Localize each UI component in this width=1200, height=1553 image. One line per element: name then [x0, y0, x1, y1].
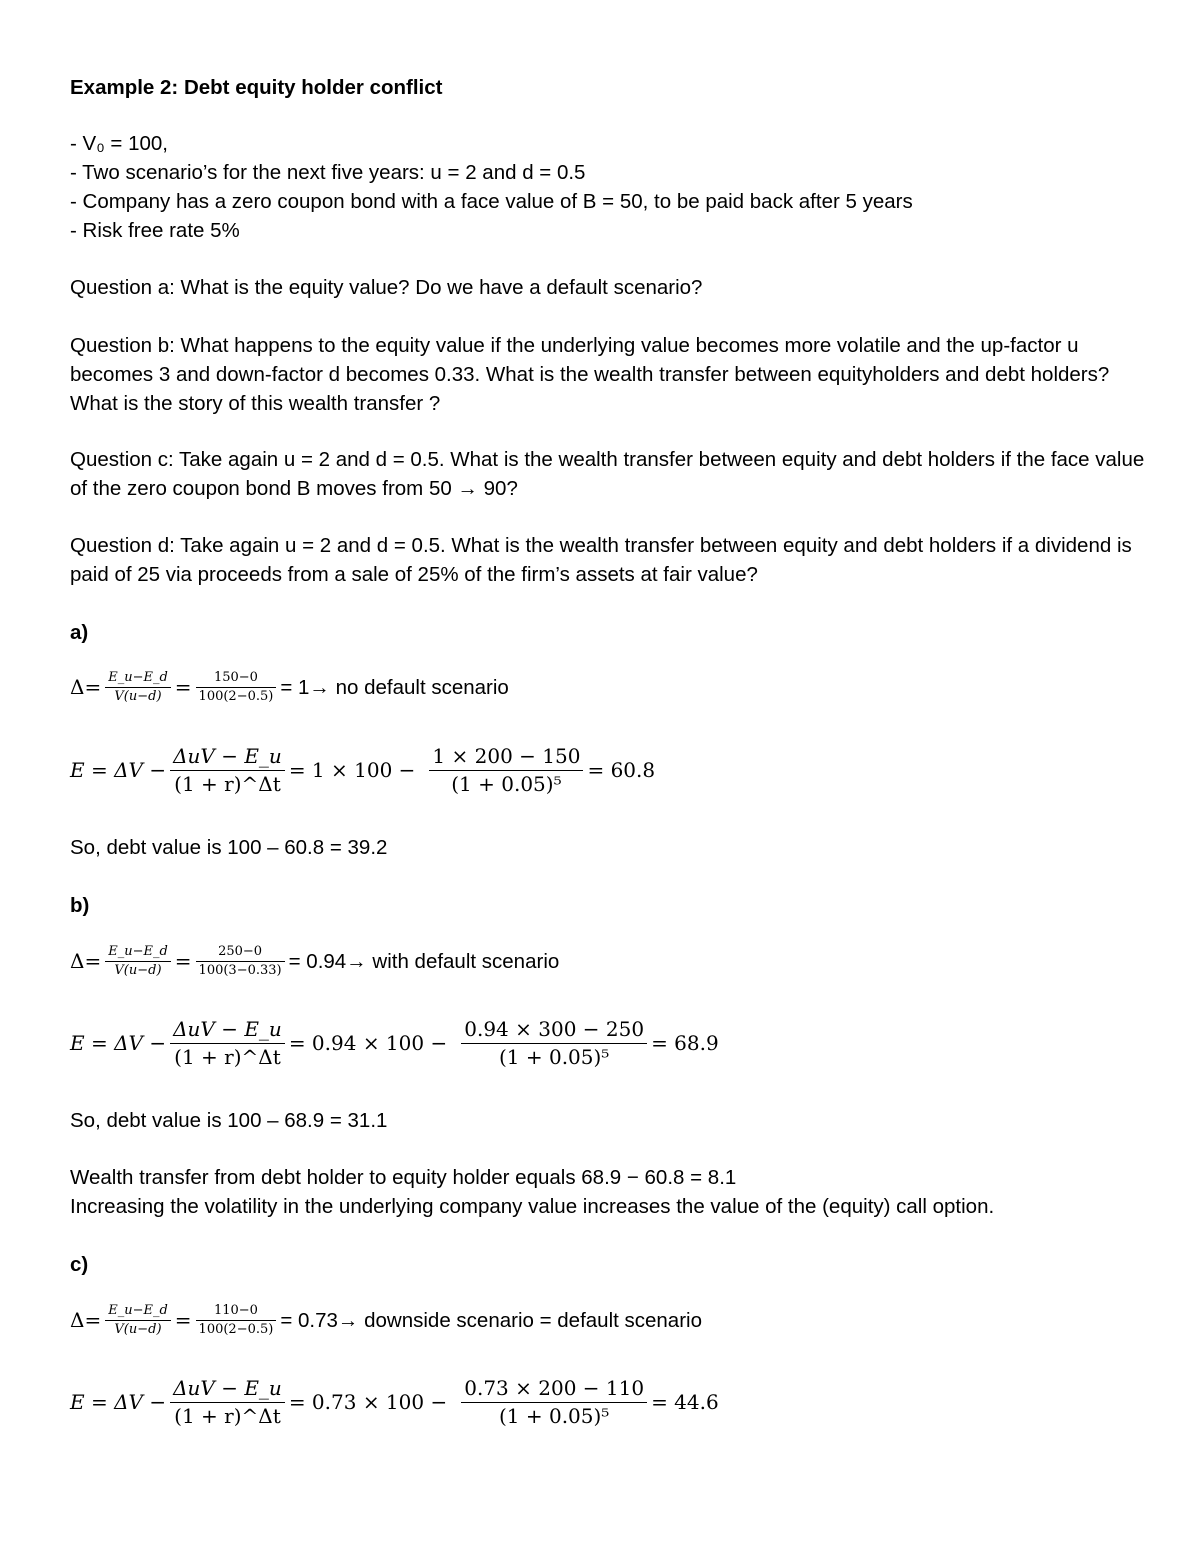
debt-value-a: So, debt value is 100 – 60.8 = 39.2 [70, 836, 388, 859]
fraction-numerator: ΔuV − E_u [173, 1376, 282, 1400]
fraction-denominator: (1 + r)^Δt [174, 1404, 281, 1428]
fraction-numerator: E_u−E_d [108, 1303, 168, 1318]
fraction-numerator: ΔuV − E_u [173, 744, 282, 768]
equity-generic-fraction [170, 1376, 285, 1429]
equals-sign: = [174, 948, 192, 973]
question-a: Question a: What is the equity value? Do we have a default scenario? [70, 276, 703, 299]
fraction-numerator: E_u−E_d [108, 944, 168, 959]
delta-formula-b [70, 944, 559, 978]
debt-value-b: So, debt value is 100 – 68.9 = 31.1 [70, 1109, 388, 1132]
document-title: Example 2: Debt equity holder conflict [70, 76, 443, 99]
delta-formula-a [70, 670, 509, 704]
fraction-numerator: 0.73 × 200 − 110 [464, 1376, 645, 1400]
fraction-numerator: ΔuV − E_u [173, 1017, 282, 1041]
fraction-denominator: (1 + r)^Δt [174, 772, 281, 796]
equity-values-fraction [429, 744, 583, 797]
delta-symbol: Δ= [70, 1307, 102, 1332]
equity-formula-a [70, 744, 655, 797]
fraction-denominator: 100(2−0.5) [198, 1321, 274, 1337]
equals-sign: = [174, 674, 192, 699]
question-c: Question c: Take again u = 2 and d = 0.5. What is the wealth transfer between equity and debt holders if the face value of the zero coupon bond B moves from 50 → 90? [70, 448, 1145, 500]
delta-generic-fraction [105, 1303, 171, 1337]
fraction-denominator: (1 + r)^Δt [174, 1045, 281, 1069]
fraction-numerator: E_u−E_d [108, 670, 168, 685]
equity-generic-fraction [170, 1017, 285, 1070]
equity-formula-c [70, 1376, 719, 1429]
fraction-denominator: V(u−d) [114, 1321, 162, 1337]
given-bond: - Company has a zero coupon bond with a face value of B = 50, to be paid back after 5 years [70, 190, 913, 213]
equity-formula-b [70, 1017, 719, 1070]
equity-lhs: E = ΔV − [70, 1031, 167, 1055]
fraction-numerator: 0.94 × 300 − 250 [464, 1017, 645, 1041]
equity-values-fraction [461, 1017, 647, 1070]
equity-result: = 68.9 [651, 1031, 719, 1055]
equity-middle: = 1 × 100 − [288, 758, 416, 782]
fraction-denominator: V(u−d) [114, 962, 162, 978]
delta-symbol: Δ= [70, 948, 102, 973]
given-risk-free-rate: - Risk free rate 5% [70, 219, 240, 242]
equity-lhs: E = ΔV − [70, 1390, 167, 1414]
equity-generic-fraction [170, 744, 285, 797]
delta-result: = 1→ no default scenario [280, 675, 509, 699]
delta-result: = 0.94→ with default scenario [288, 949, 560, 973]
delta-generic-fraction [105, 670, 171, 704]
fraction-denominator: 100(2−0.5) [198, 688, 274, 704]
fraction-denominator: (1 + 0.05)⁵ [498, 1404, 610, 1428]
equity-middle: = 0.94 × 100 − [288, 1031, 448, 1055]
fraction-denominator: (1 + 0.05)⁵ [498, 1045, 610, 1069]
equity-result: = 44.6 [651, 1390, 719, 1414]
section-label-b: b) [70, 894, 90, 917]
delta-values-fraction [196, 944, 285, 978]
fraction-numerator: 110−0 [213, 1303, 258, 1318]
delta-values-fraction [196, 1303, 277, 1337]
equals-sign: = [174, 1307, 192, 1332]
equity-values-fraction [461, 1376, 647, 1429]
equity-lhs: E = ΔV − [70, 758, 167, 782]
delta-generic-fraction [105, 944, 171, 978]
fraction-denominator: 100(3−0.33) [198, 962, 282, 978]
delta-values-fraction [196, 670, 277, 704]
delta-result: = 0.73→ downside scenario = default scenario [280, 1308, 702, 1332]
fraction-numerator: 150−0 [213, 670, 258, 685]
fraction-denominator: V(u−d) [114, 688, 162, 704]
question-b: Question b: What happens to the equity value if the underlying value becomes more volatile and the up-factor u becomes 3 and down-factor d becomes 0.33. What is the wealth transfer between equityholders and debt holders? What is the story of this wealth transfer ? [70, 334, 1110, 415]
delta-symbol: Δ= [70, 674, 102, 699]
question-d: Question d: Take again u = 2 and d = 0.5. What is the wealth transfer between equity and debt holders if a dividend is paid of 25 via proceeds from a sale of 25% of the firm’s assets at fair value? [70, 534, 1132, 586]
fraction-denominator: (1 + 0.05)⁵ [451, 772, 562, 796]
wealth-transfer-b: Wealth transfer from debt holder to equity holder equals 68.9 − 60.8 = 8.1 [70, 1166, 737, 1189]
section-label-c: c) [70, 1253, 89, 1276]
fraction-numerator: 1 × 200 − 150 [432, 744, 581, 768]
delta-formula-c [70, 1303, 702, 1337]
equity-middle: = 0.73 × 100 − [288, 1390, 448, 1414]
section-label-a: a) [70, 621, 89, 644]
fraction-numerator: 250−0 [218, 944, 263, 959]
equity-result: = 60.8 [587, 758, 656, 782]
given-scenarios: - Two scenario’s for the next five years: u = 2 and d = 0.5 [70, 161, 586, 184]
given-initial-value: - V₀ = 100, [70, 132, 168, 155]
conclusion-b: Increasing the volatility in the underlying company value increases the value of the (equity) call option. [70, 1195, 995, 1218]
